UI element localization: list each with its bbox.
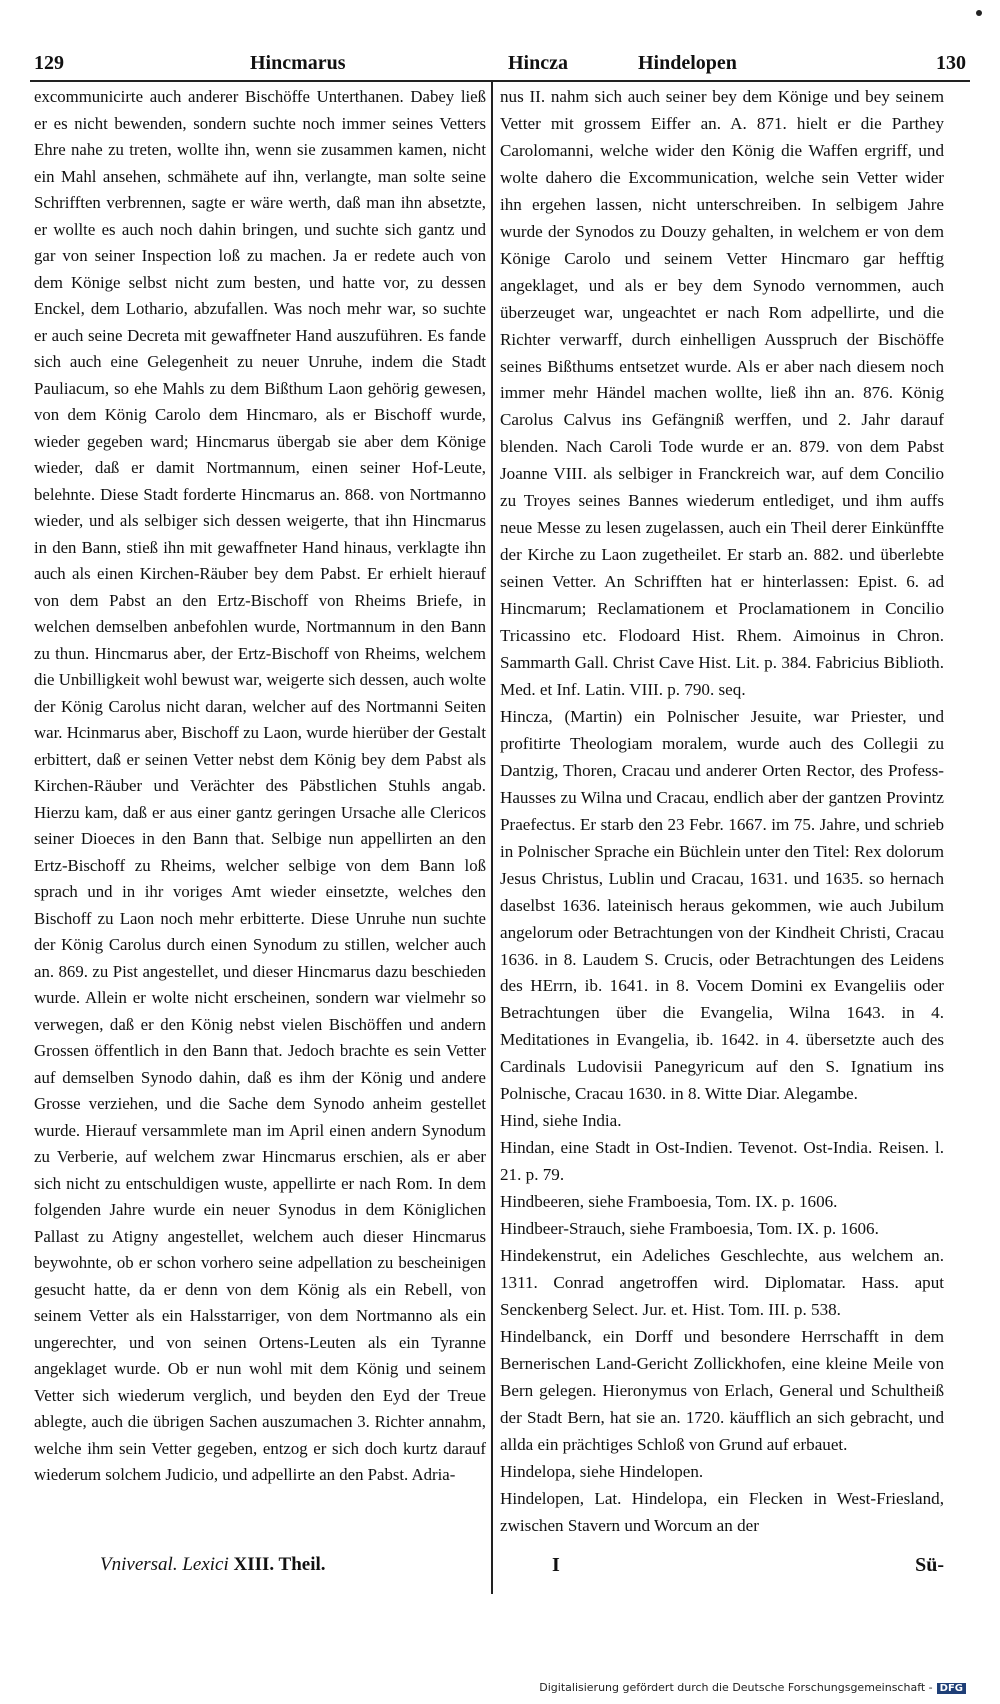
left-column	[34, 84, 486, 1489]
printer-sign: I	[552, 1554, 560, 1576]
entry-hindbeer-strauch: Hindbeer-Strauch, siehe Framboesia, Tom. IX. p. 1606.	[500, 1219, 879, 1239]
entry-hincza: Hincza, (Martin) ein Polnischer Jesuite, war Priester, und profitirte Theologiam moralem, wurde auch des Collegii zu Dantzig, Thoren, Cracau und anderer Orten Rector, des Profess-Hausses zu Wilna und Cracau, endlich aber der gantzen Provintz Praefectus. Er starb den 23 Febr. 1667. im 75. Jahre, und schrieb in Polnischer Sprache ein Büchlein unter den Titel: Rex dolorum Jesus Christus, Lublin und Cracau, 1631. und 1635. so hernach daselbst 1636. lateinisch heraus gekommen, wie auch Jubilum angelorum oder Betrachtungen von der Kindheit Christi, Cracau 1636. in 8. Laudem S. Crucis, oder Betrachtungen des Leidens des HErrn, ib. 1641. in 8. Vocem Domini ex Evangeliis oder Betrachtungen über die Evangelia, Wilna 1643. in 4. Meditationes in Evangelia, ib. 1642. in 4. übersetzte auch des Cardinals Ludovisii Panegyricum auf den S. Ignatium ins Polnische, Cracau 1630. in 8. Witte Diar. Alegambe.	[500, 706, 944, 1104]
entry-hindan: Hindan, eine Stadt in Ost-Indien. Tevenot. Ost-India. Reisen. l. 21. p. 79.	[500, 1138, 944, 1185]
catchword: Sü-	[915, 1554, 944, 1576]
running-head-left: Hincmarus	[250, 52, 346, 74]
right-column	[500, 84, 944, 1539]
header-rule	[30, 80, 970, 82]
signature-line	[100, 1554, 326, 1576]
left-paragraph: excommunicirte auch anderer Bischöffe Unterthanen. Dabey ließ er es nicht bewenden, sondern suchte noch immer seines Vetters Ehre nahe zu treten, wollte ihn, wenn sie zusammen kamen, nicht ein Mahl ansehen, schmähete auf ihn, verlangte, man solte seine Schrifften verbrennen, sagte er wäre werth, daß man ihn absetzte, er wollte es auch noch dahin bringen, und suchte sich gantz und gar von seiner Inspection loß zu machen. Ja er redete auch von dem Könige selbst nicht zum besten, und hatte vor, zu dessen Enckel, dem Lothario, abzufallen. Was noch mehr war, so suchte er auch seine Decreta mit gewaffneter Hand auszuführen. Es fande sich auch eine Gelegenheit zu neuer Unruhe, indem die Stadt Pauliacum, so ehe Mahls zu dem Bißthum Laon gehörig gewesen, von dem König Carolo dem Hincmaro, als er Bischoff wurde, wieder gegeben ward; Hincmarus übergab sie aber dem Könige wieder, daß er damit Nortmannum, einen seiner Hof-Leute, belehnte. Diese Stadt forderte Hincmarus an. 868. von Nortmanno wieder, und als selbiger sich dessen weigerte, that ihn Hincmarus in den Bann, stieß ihn mit gewaffneter Hand hinaus, verklagte ihn auch als einen Kirchen-Räuber bey dem Pabst. Er erhielt hierauf von dem Pabst an den Ertz-Bischoff von Rheims Briefe, in welchen demselben anbefohlen wurde, Nortmannum in den Bann zu thun. Hincmarus aber, der Ertz-Bischoff von Rheims, welchem die Unbilligkeit wohl bewust war, weigerte sich dessen, auch wolte der König Carolus nicht daran, welcher auf des Nortmanni Seiten war. Hcinmarus aber, Bischoff zu Laon, wurde hierüber der Gestalt erbittert, daß er seinen Vetter nebst dem König bey dem Pabst als Kirchen-Räuber und Verächter des Päbstlichen Stuhls angab. Hierzu kam, daß er aus einer gantz geringen Ursache alle Clericos seiner Dioeces in den Bann that. Selbige nun appellirten an den Ertz-Bischoff zu Rheims, welcher selbige von dem Bann loß sprach und in ihr voriges Amt wieder einsetzte, welches den Bischoff zu Laon noch mehr erbitterte. Diese Unruhe nun suchte der König Carolus durch einen Synodum zu stillen, welcher auch an. 869. zu Pist angestellet, und dieser Hincmarus dazu beschieden wurde. Allein er wolte nicht erscheinen, sondern war vielmehr so verwegen, daß er den König nebst vielen Bischöffen und andern Grossen öffentlich in den Bann that. Jedoch brachte es sein Vetter auf demselben Synodo dahin, daß es ihm der König und andere Grosse verziehen, und die Sache dem Synodo anheim gestellet wurde. Hierauf versammlete man im April einen andern Synodum zu Verberie, auf welchem zwar Hincmarus erschien, als er aber sich nicht zu entschuldigen wuste, appellirte er nach Rom. In dem folgenden Jahre wurde ein neuer Synodus in dem Königlichen Pallast zu Atigny angestellet, welchem auch dieser Hincmarus beywohnte, ob er schon vorhero seine adpellation zu bescheinigen gesucht hatte, da er denn von dem König als ein Rebell, von seinem Vetter als ein Halsstarriger, von dem Nortmanno als ein ungerechter, und von seinen Ortens-Leuten als ein Tyranne angeklaget wurde. Ob er nun wohl mit dem König und seinem Vetter sich wiederum verglich, und beyden den Eyd der Treue ablegte, auch die übrigen Sachen auszumachen 3. Richter annahm, welche ihm sein Vetter gegeben, entzog er sich doch kurtz darauf wiederum solchem Judicio, und adpellirte an den Pabst. Adria-	[34, 87, 486, 1484]
catchword-line	[500, 1554, 944, 1586]
page-number-left: 129	[34, 52, 64, 74]
dfg-logo: DFG	[937, 1683, 966, 1694]
column-rule	[491, 82, 493, 1594]
entry-hincmarus-continued: nus II. nahm sich auch seiner bey dem Könige und bey seinem Vetter mit grossem Eiffer an. A. 871. hielt er die Parthey Carolomanni, welche wider den König die Waffen ergriff, und wolte dahero die Excommunication, welche sein Vetter wider ihn ergehen lassen, nicht unterschreiben. In selbigem Jahre wurde der Synodos zu Douzy gehalten, in welchem er von dem Könige Carolo und seinem Vetter Hincmaro gar hefftig angeklaget, und als er bey dem Synodo vernommen, auch überzeuget war, ungeachtet er nach Rom adpellirte, und die Richter verwarff, durch einhelligen Ausspruch der Bischöffe seines Bißthums entsetzet wurde. Als er aber nach diesem noch immer mehr Händel machen wollte, ließ ihn an. 876. König Carolus Calvus ins Gefängniß werffen, und 2. Jahr darauf blenden. Nach Caroli Tode wurde er an. 879. von dem Pabst Joanne VIII. als selbiger in Franckreich war, auf dem Concilio zu Troyes seines Bannes wiederum entlediget, und ihm auffs neue Messe zu lesen zugelassen, auch ein Theil derer Einkünffte der Kirche zu Laon zugetheilet. Er starb an. 882. und überlebte seinen Vetter. An Schrifften hat er hinterlassen: Epist. 6. ad Hincmarum; Reclamationem et Proclamationem in Concilio Tricassino etc. Flodoard Hist. Rhem. Aimoinus in Chron. Sammarth Gall. Christ Cave Hist. Lit. p. 384. Fabricius Biblioth. Med. et Inf. Latin. VIII. p. 790. seq.	[500, 87, 944, 699]
entry-hindekenstrut: Hindekenstrut, ein Adeliches Geschlechte, aus welchem an. 1311. Conrad angetroffen wird. Diplomatar. Hass. aput Senckenberg Select. Jur. et. Hist. Tom. III. p. 538.	[500, 1245, 944, 1319]
page-mark	[976, 10, 982, 16]
digitization-footer	[539, 1681, 966, 1694]
signature-volume: XIII. Theil.	[233, 1554, 326, 1575]
page-number-right: 130	[936, 52, 966, 74]
page-header	[30, 48, 970, 80]
running-head-middle: Hincza	[508, 52, 568, 74]
entry-hindelbanck: Hindelbanck, ein Dorff und besondere Herrschafft in dem Bernerischen Land-Gericht Zollickhofen, eine kleine Meile von Bern gelegen. Hieronymus von Erlach, General und Schultheiß der Stadt Bern, hat sie an. 1720. käufflich an sich gebracht, und allda ein prächtiges Schloß von Grund auf erbauet.	[500, 1326, 944, 1454]
entry-hindbeeren: Hindbeeren, siehe Framboesia, Tom. IX. p. 1606.	[500, 1192, 838, 1212]
footer-text: Digitalisierung gefördert durch die Deutsche Forschungsgemeinschaft -	[539, 1681, 933, 1694]
entry-hindelopen: Hindelopen, Lat. Hindelopa, ein Flecken in West-Friesland, zwischen Stavern und Worcum an der	[500, 1488, 944, 1535]
entry-hind: Hind, siehe India.	[500, 1111, 622, 1131]
signature-text: Vniversal. Lexici	[100, 1554, 229, 1575]
running-head-right: Hindelopen	[638, 52, 737, 74]
entry-hindelopa: Hindelopa, siehe Hindelopen.	[500, 1461, 704, 1481]
